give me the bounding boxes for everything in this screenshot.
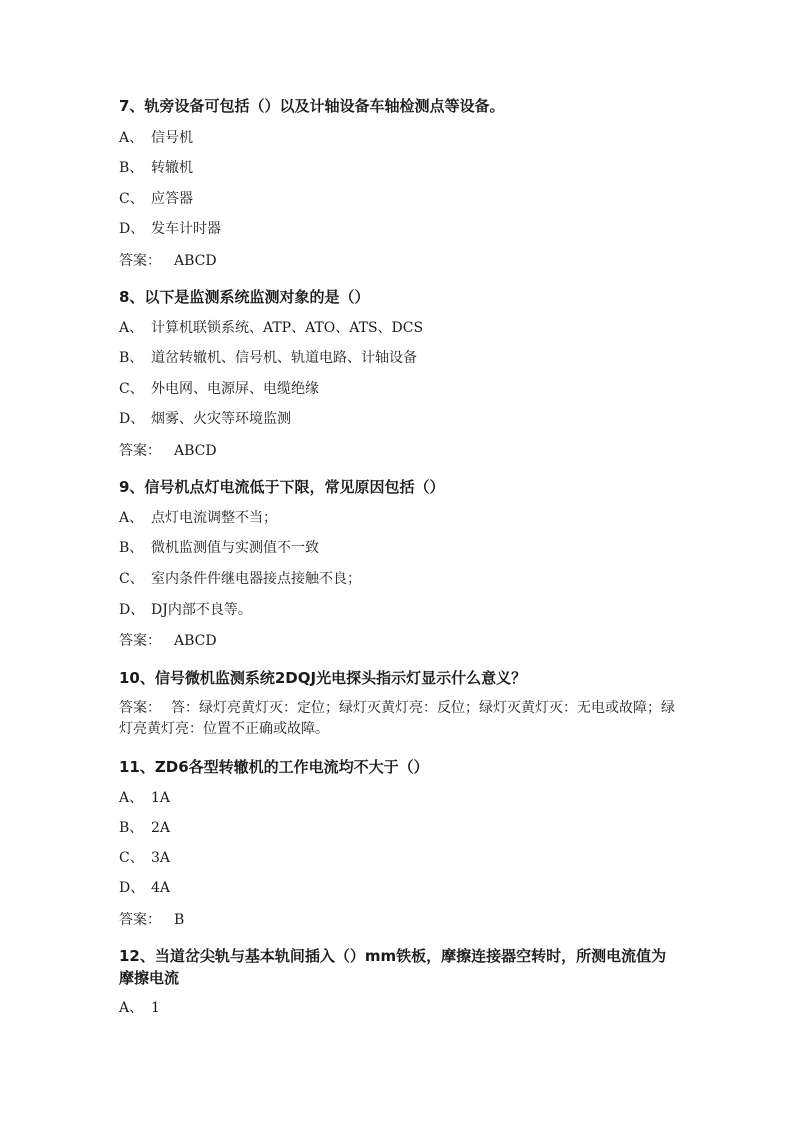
answer-value: 答：绿灯亮黄灯灭：定位；绿灯灭黄灯亮：反位；绿灯灭黄灯灭：无电或故障；绿灯亮黄灯亮：位置不正确或故障。: [119, 700, 675, 737]
question-11-option-c: [119, 848, 679, 868]
question-7-title: 7、轨旁设备可包括（）以及计轴设备车轴检测点等设备。: [119, 97, 505, 115]
option-label: B、: [119, 160, 144, 176]
option-text: 计算机联锁系统、ATP、ATO、ATS、DCS: [151, 320, 424, 336]
question-12-option-a: [119, 998, 679, 1018]
question-8-answer: [119, 441, 679, 461]
option-label: D、: [119, 602, 145, 618]
question-9-answer: [119, 631, 679, 651]
question-11-option-d: [119, 878, 679, 898]
option-text: 烟雾、火灾等环境监测: [151, 411, 291, 427]
question-11-answer: [119, 910, 679, 930]
answer-value: ABCD: [174, 253, 217, 269]
question-12-title: 12、当道岔尖轨与基本轨间插入（）mm铁板，摩擦连接器空转时，所测电流值为摩擦电流: [119, 947, 667, 987]
question-7-option-b: [119, 158, 679, 178]
question-7-option-c: [119, 189, 679, 209]
question-9-option-a: [119, 508, 679, 528]
option-text: 道岔转辙机、信号机、轨道电路、计轴设备: [151, 350, 417, 366]
question-11-option-a: [119, 788, 679, 808]
option-text: 1: [151, 1000, 160, 1016]
answer-label: 答案：: [119, 443, 161, 459]
answer-label: 答案：: [119, 633, 161, 649]
option-label: B、: [119, 350, 144, 366]
question-8-option-b: [119, 348, 679, 368]
question-8-option-a: [119, 318, 679, 338]
question-8-option-c: [119, 379, 679, 399]
option-text: 室内条件件继电器接点接触不良；: [151, 571, 361, 587]
question-7-option-a: [119, 128, 679, 148]
question-8-option-d: [119, 409, 679, 429]
answer-value: ABCD: [174, 443, 217, 459]
question-9-option-d: [119, 600, 679, 620]
question-9-option-b: [119, 538, 679, 558]
option-label: A、: [119, 130, 144, 146]
option-text: 发车计时器: [151, 221, 221, 237]
option-text: DJ内部不良等。: [151, 602, 252, 618]
option-text: 点灯电流调整不当；: [151, 510, 277, 526]
option-text: 4A: [151, 880, 171, 896]
question-7-option-d: [119, 219, 679, 239]
answer-label: 答案：: [119, 700, 161, 716]
option-label: A、: [119, 790, 144, 806]
option-label: C、: [119, 571, 144, 587]
option-label: C、: [119, 381, 144, 397]
answer-value: ABCD: [174, 633, 217, 649]
answer-label: 答案：: [119, 912, 161, 928]
option-label: B、: [119, 540, 144, 556]
option-label: A、: [119, 320, 144, 336]
option-text: 信号机: [151, 130, 193, 146]
option-text: 2A: [151, 820, 171, 836]
question-9-option-c: [119, 569, 679, 589]
answer-label: 答案：: [119, 253, 161, 269]
option-text: 3A: [151, 850, 171, 866]
question-8-title: 8、以下是监测系统监测对象的是（）: [119, 288, 370, 306]
option-text: 应答器: [151, 191, 193, 207]
option-text: 微机监测值与实测值不一致: [151, 540, 319, 556]
option-label: A、: [119, 510, 144, 526]
option-text: 转辙机: [151, 160, 193, 176]
question-11-title: 11、ZD6各型转辙机的工作电流均不大于（）: [119, 758, 429, 776]
option-text: 1A: [151, 790, 171, 806]
option-label: A、: [119, 1000, 144, 1016]
option-label: D、: [119, 411, 145, 427]
question-11-option-b: [119, 818, 679, 838]
question-10-title: 10、信号微机监测系统2DQJ光电探头指示灯显示什么意义？: [119, 669, 527, 687]
question-9-title: 9、信号机点灯电流低于下限，常见原因包括（）: [119, 478, 445, 496]
question-10-answer: [119, 698, 675, 740]
option-label: D、: [119, 221, 145, 237]
option-text: 外电网、电源屏、电缆绝缘: [151, 381, 319, 397]
option-label: D、: [119, 880, 145, 896]
option-label: C、: [119, 850, 144, 866]
question-7-answer: [119, 251, 679, 271]
option-label: B、: [119, 820, 144, 836]
option-label: C、: [119, 191, 144, 207]
answer-value: B: [174, 912, 185, 928]
